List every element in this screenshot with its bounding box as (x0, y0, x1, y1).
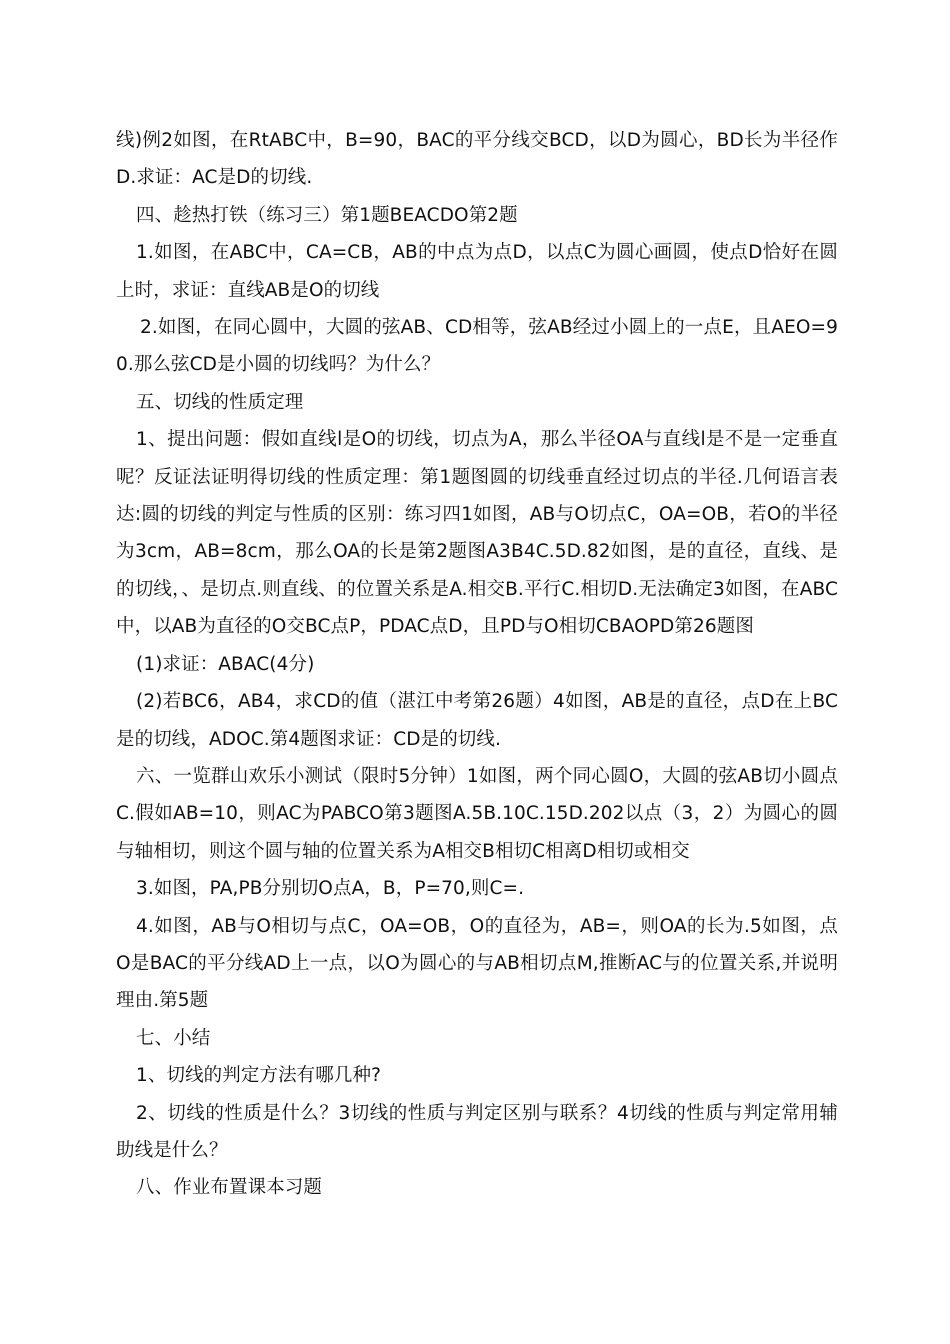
paragraph-summary-1: 1、切线的判定方法有哪几种? (136, 1065, 381, 1087)
paragraph-example-2: 线)例2如图，在RtABC中，B=90，BAC的平分线交BCD，以D为圆心，BD长为半径作D.求证：AC是D的切线. (116, 130, 838, 189)
paragraph-proof-part-2: (2)若BC6，AB4，求CD的值（湛江中考第26题）4如图，AB是的直径，点D在上BC是的切线，ADOC.第4题图求证：CD是的切线. (116, 691, 838, 750)
paragraph-exercise-1: 1.如图，在ABC中，CA=CB，AB的中点为点D，以点C为圆心画圆，使点D恰好在圆上时，求证：直线AB是O的切线 (116, 242, 838, 301)
paragraph-summary-2: 2、切线的性质是什么？3切线的性质与判定区别与联系？4切线的性质与判定常用辅助线是什么？ (116, 1102, 838, 1161)
document-body (116, 122, 838, 1207)
paragraph-tangent-property: 1、提出问题：假如直线l是O的切线，切点为A，那么半径OA与直线l是不是一定垂直呢？反证法证明得切线的性质定理：第1题图圆的切线垂直经过切点的半径.几何语言表达:圆的切线的判定与性质的区别：练习四1如图，AB与O切点C，OA=OB，若O的半径为3cm，AB=8cm，那么OA的长是第2题图A3B4C.5D.82如图，是的直径，直线、是的切线，、是切点.则直线、的位置关系是A.相交B.平行C.相切D.无法确定3如图，在ABC中，以AB为直径的O交BC点P，PDAC点D，且PD与O相切CBAOPD第26题图 (116, 429, 838, 638)
paragraph-exercise-2: 2.如图，在同心圆中，大圆的弦AB、CD相等，弦AB经过小圆上的一点E，且AEO=90.那么弦CD是小圆的切线吗？为什么？ (116, 317, 838, 376)
paragraph-quiz-4-5: 4.如图，AB与O相切与点C，OA=OB，O的直径为，AB=，则OA的长为.5如图，点O是BAC的平分线AD上一点，以O为圆心的与AB相切点M,推断AC与的位置关系,并说明理由.第5题 (116, 915, 838, 1012)
section-heading-practice-3: 四、趁热打铁（练习三）第1题BEACDO第2题 (136, 204, 518, 226)
section-heading-homework: 八、作业布置课本习题 (136, 1177, 323, 1199)
section-heading-summary: 七、小结 (136, 1027, 211, 1049)
section-heading-tangent-property: 五、切线的性质定理 (136, 391, 304, 413)
paragraph-proof-part-1: (1)求证：ABAC(4分) (136, 653, 315, 675)
section-heading-quiz: 六、一览群山欢乐小测试（限时5分钟）1如图，两个同心圆O，大圆的弦AB切小圆点C.假如AB=10，则AC为PABCO第3题图A.5B.10C.15D.202以点（3，2）为圆心的圆与轴相切，则这个圆与轴的位置关系为A相交B相切C相离D相切或相交 (116, 765, 838, 862)
paragraph-quiz-3: 3.如图，PA,PB分别切O点A，B，P=70,则C=. (136, 878, 525, 900)
